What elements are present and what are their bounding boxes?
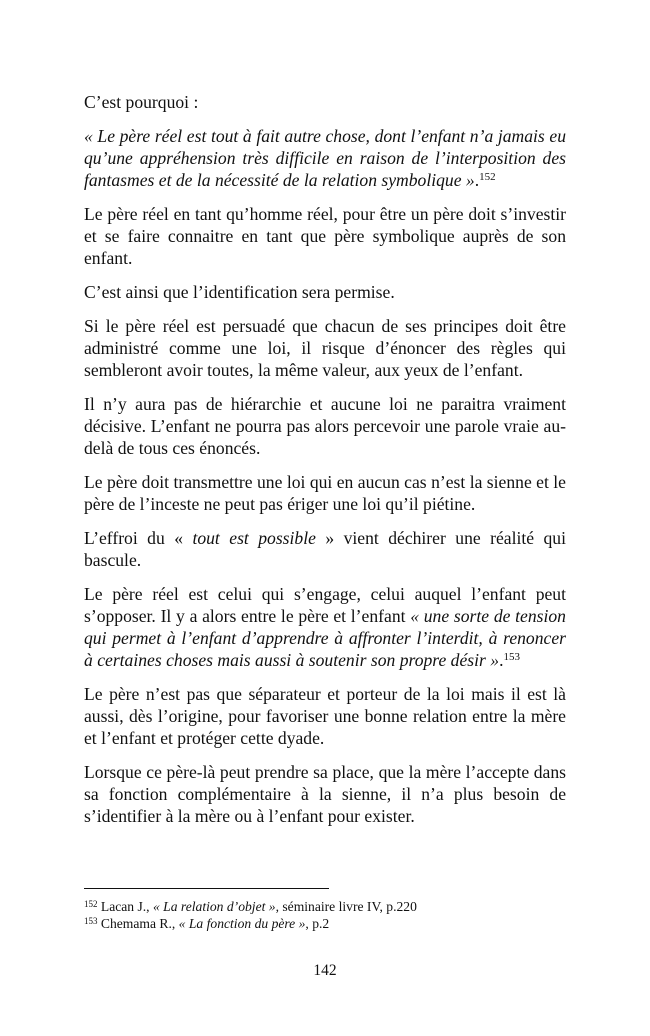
text-run: Le père réel est celui qui s’engage, celui auquel l’enfant peut s’opposer. Il y a alors entre le père et l’enfant [84,583,566,626]
footnote-reference: 152 [84,899,98,909]
italic-text: « Le père réel est tout à fait autre chose, dont l’enfant n’a jamais eu qu’une appréhension très difficile en raison de l’interposition des fantasmes et de la nécessité de la relation symbolique » [84,125,566,191]
paragraph [84,125,566,192]
text-run: Il n’y aura pas de hiérarchie et aucune loi ne paraitra vraiment décisive. L’enfant ne pourra pas alors percevoir une parole vraie au-delà de tous ces énoncés. [84,393,566,459]
paragraph [84,393,566,460]
document-page [84,0,566,1036]
footnote-reference: 153 [84,916,98,926]
footnote [84,915,566,932]
text-run: Lacan J., [97,899,153,914]
text-run: » vient déchirer une réalité qui bascule. [84,527,566,570]
paragraph [84,683,566,750]
text-run: Le père n’est pas que séparateur et porteur de la loi mais il est là aussi, dès l’origine, pour favoriser une bonne relation entre la mère et l’enfant et protéger cette dyade. [84,683,566,749]
text-run: . [499,650,504,671]
paragraph [84,91,566,113]
footnote-separator [84,888,329,889]
footnotes [84,898,566,932]
text-run: Chemama R., [97,916,179,931]
text-run: Si le père réel est persuadé que chacun de ses principes doit être administré comme une loi, il risque d’énoncer des règles qui sembleront avoir toutes, la même valeur, aux yeux de l’enfant. [84,315,566,381]
text-run: Le père doit transmettre une loi qui en aucun cas n’est la sienne et le père de l’inceste ne peut pas ériger une loi qu’il piétine. [84,471,566,515]
paragraph [84,583,566,672]
italic-text: tout est possible [192,527,316,548]
footnote-reference: 152 [479,171,496,184]
footnote-reference: 153 [503,651,520,664]
page-number: 142 [313,962,337,979]
text-run: C’est ainsi que l’identification sera permise. [84,281,395,302]
footnote [84,898,566,915]
body-text [84,91,566,839]
text-run: , p.2 [305,916,330,931]
text-run: Le père réel en tant qu’homme réel, pour être un père doit s’investir et se faire connaitre en tant que père symbolique auprès de son enfant. [84,203,566,269]
italic-text: « La fonction du père » [178,916,306,931]
text-run: Lorsque ce père-là peut prendre sa place, que la mère l’accepte dans sa fonction complémentaire à la sienne, il n’a plus besoin de s’identifier à la mère ou à l’enfant pour exister. [84,762,566,827]
text-run: , séminaire livre IV, p.220 [275,899,417,914]
paragraph [84,203,566,270]
italic-text: « La relation d’objet » [152,899,276,914]
text-run: C’est pourquoi : [84,92,199,112]
paragraph [84,471,566,515]
italic-text: « une sorte de tension qui permet à l’enfant d’apprendre à affronter l’interdit, à renoncer à certaines choses mais aussi à soutenir son propre désir » [84,605,566,671]
paragraph [84,315,566,382]
text-run: . [474,170,480,191]
paragraph [84,761,566,828]
paragraph [84,527,566,571]
paragraph [84,281,566,303]
text-run: L’effroi du « [84,527,193,548]
